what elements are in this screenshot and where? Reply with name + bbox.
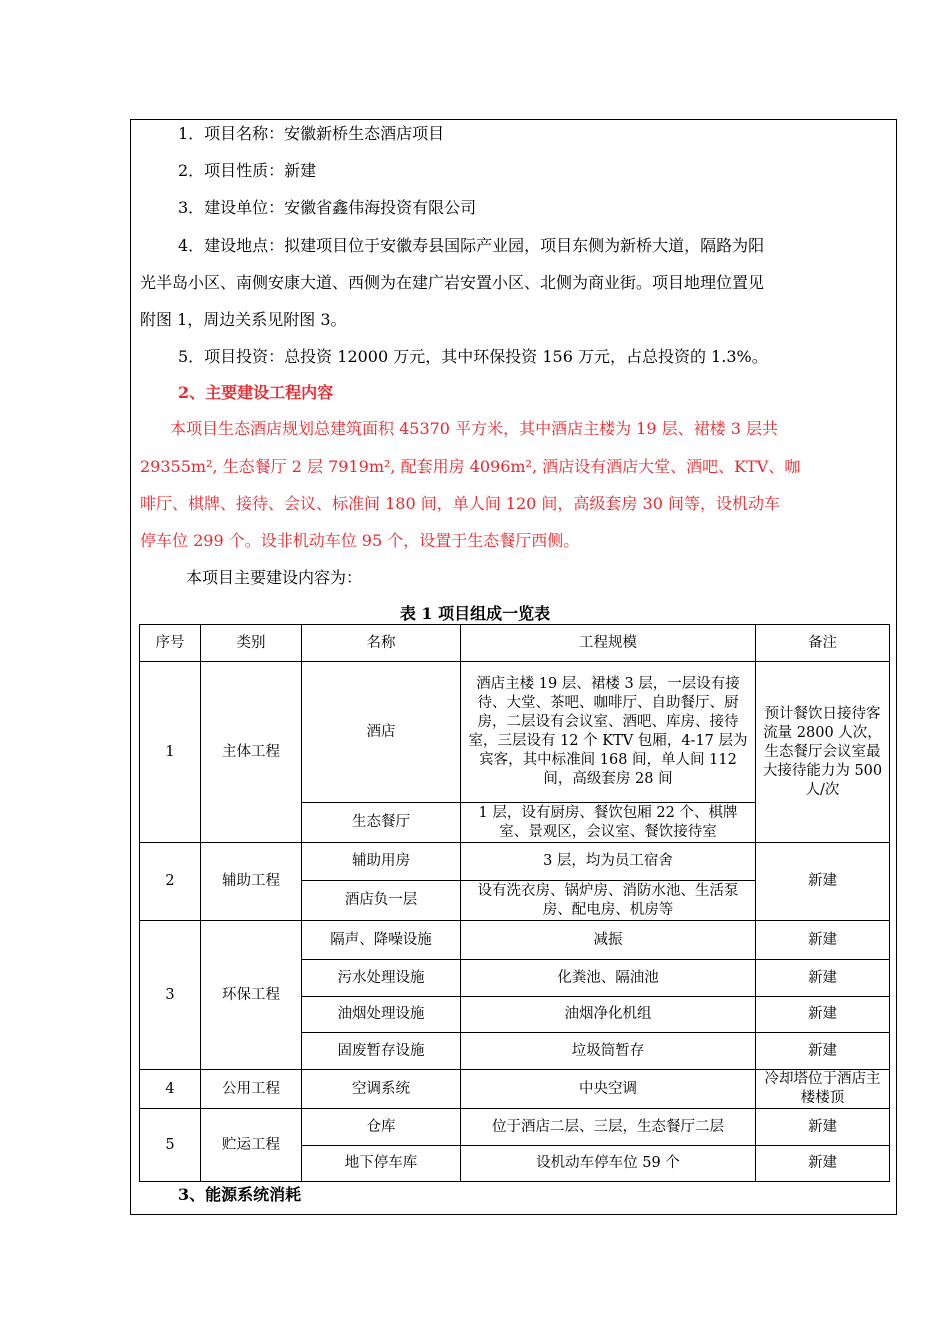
content-line-4: 停车位 299 个。设非机动车位 95 个，设置于生态餐厅西侧。 [140,531,580,550]
table-header-row [140,625,890,662]
group-category: 公用工程 [201,1070,302,1109]
item-name: 油烟处理设施 [302,997,461,1033]
item-name: 酒店负一层 [302,881,461,921]
item-note: 新建 [756,1109,890,1146]
group-no: 2 [140,843,201,921]
item-name: 辅助用房 [302,843,461,881]
project-name: 1．项目名称：安徽新桥生态酒店项目 [178,124,445,143]
header-category: 类别 [201,625,302,662]
item-scale: 酒店主楼 19 层、裙楼 3 层，一层设有接待、大堂、茶吧、咖啡厅、自助餐厅、厨房，二层设有会议室、酒吧、库房、接待室，三层设有 12 个 KTV 包厢，4-17 层为宾客，其中标准间 168 间，单人间 112 间，高级套房 28 间 [461,662,756,803]
location-line-1: 4．建设地点：拟建项目位于安徽寿县国际产业园，项目东侧为新桥大道，隔路为阳 [178,236,765,255]
item-scale: 位于酒店二层、三层，生态餐厅二层 [461,1109,756,1146]
location-line-2: 光半岛小区、南侧安康大道、西侧为在建广岩安置小区、北侧为商业街。项目地理位置见 [140,273,765,292]
group-no: 1 [140,662,201,843]
item-scale: 设机动车停车位 59 个 [461,1146,756,1182]
item-scale: 化粪池、隔油池 [461,960,756,997]
item-scale: 油烟净化机组 [461,997,756,1033]
section3-heading: 3、能源系统消耗 [178,1185,302,1204]
group-category: 环保工程 [201,921,302,1070]
item-note: 冷却塔位于酒店主楼楼顶 [756,1070,890,1109]
content-line-2: 29355m², 生态餐厅 2 层 7919m², 配套用房 4096m², 酒店设有酒店大堂、酒吧、KTV、咖 [140,457,801,476]
group-no: 5 [140,1109,201,1182]
group-category: 贮运工程 [201,1109,302,1182]
table-row [140,1070,890,1109]
header-no: 序号 [140,625,201,662]
table-row [140,662,890,803]
item-name: 隔声、降噪设施 [302,921,461,960]
lead-text: 本项目主要建设内容为： [186,568,363,587]
section2-heading: 2、主要建设工程内容 [178,383,334,402]
table-caption: 表 1 项目组成一览表 [399,604,551,623]
project-investment: 5．项目投资：总投资 12000 万元，其中环保投资 156 万元，占总投资的 1.3%。 [178,347,768,366]
item-scale: 减振 [461,921,756,960]
header-note: 备注 [756,625,890,662]
item-scale: 设有洗衣房、锅炉房、消防水池、生活泵房、配电房、机房等 [461,881,756,921]
location-line-3: 附图 1，周边关系见附图 3。 [140,310,347,329]
item-name: 生态餐厅 [302,803,461,843]
item-note: 新建 [756,997,890,1033]
item-scale: 垃圾筒暂存 [461,1033,756,1070]
item-name: 空调系统 [302,1070,461,1109]
item-name: 地下停车库 [302,1146,461,1182]
item-note: 新建 [756,1146,890,1182]
item-note: 新建 [756,1033,890,1070]
group-category: 主体工程 [201,662,302,843]
item-note: 新建 [756,960,890,997]
item-name: 酒店 [302,662,461,803]
item-name: 固废暂存设施 [302,1033,461,1070]
table-row [140,921,890,960]
table-row [140,843,890,881]
table-row [140,1109,890,1146]
group-category: 辅助工程 [201,843,302,921]
header-scale: 工程规模 [461,625,756,662]
project-composition-table [139,624,890,1182]
item-note: 新建 [756,921,890,960]
project-nature: 2．项目性质：新建 [178,161,317,180]
item-name: 污水处理设施 [302,960,461,997]
group-no: 3 [140,921,201,1070]
header-name: 名称 [302,625,461,662]
group-no: 4 [140,1070,201,1109]
item-scale: 中央空调 [461,1070,756,1109]
construction-unit: 3．建设单位：安徽省鑫伟海投资有限公司 [178,198,477,217]
group-note: 新建 [756,843,890,921]
item-scale: 3 层，均为员工宿舍 [461,843,756,881]
item-name: 仓库 [302,1109,461,1146]
item-scale: 1 层，设有厨房、餐饮包厢 22 个、棋牌室、景观区，会议室、餐饮接待室 [461,803,756,843]
content-line-1: 本项目生态酒店规划总建筑面积 45370 平方米，其中酒店主楼为 19 层、裙楼 3 层共 [170,419,778,438]
content-line-3: 啡厅、棋牌、接待、会议、标准间 180 间，单人间 120 间，高级套房 30 间等，设机动车 [140,494,780,513]
group-note: 预计餐饮日接待客流量 2800 人次，生态餐厅会议室最大接待能力为 500 人/次 [756,662,890,843]
